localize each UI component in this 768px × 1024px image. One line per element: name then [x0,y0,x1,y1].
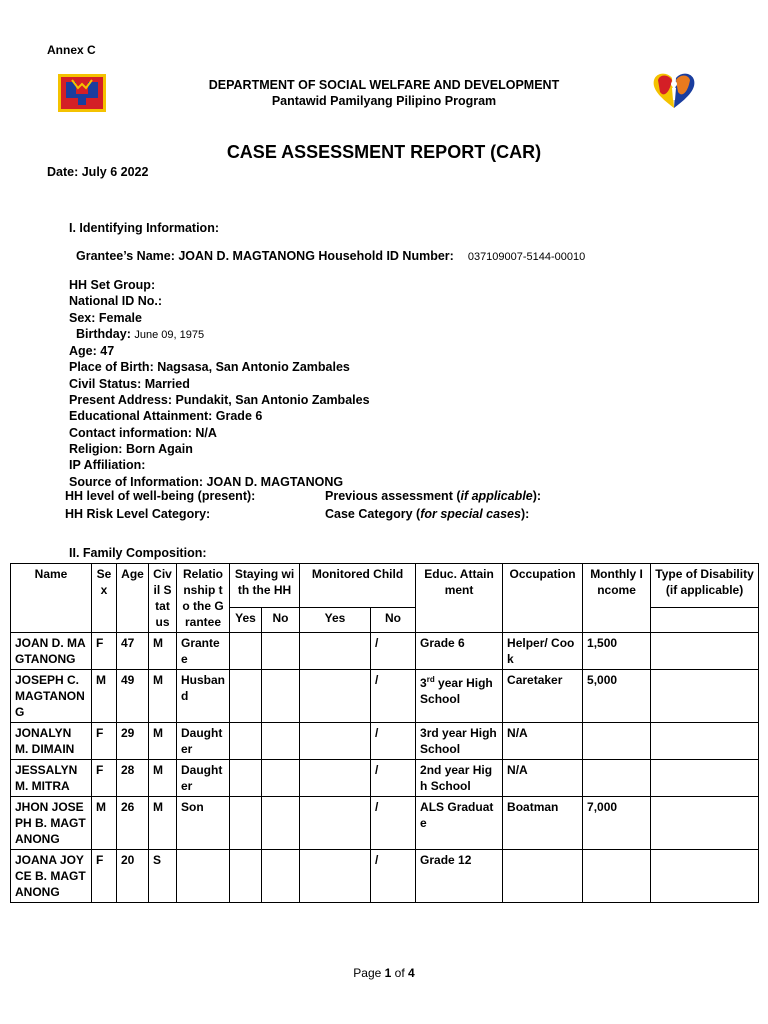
national-id: National ID No.: [69,294,163,309]
cell-stay-yes [230,670,262,723]
report-title: CASE ASSESSMENT REPORT (CAR) [226,142,542,162]
section2-heading: II. Family Composition: [69,546,207,560]
col-disability-blank [651,608,759,633]
cell-mon-yes [300,760,371,797]
department-name: DEPARTMENT OF SOCIAL WELFARE AND DEVELOPMENT [208,78,560,92]
cell-mon-no: / [371,797,416,850]
cell-name: JOAN D. MAGTANONG [11,633,92,670]
cell-income: 7,000 [583,797,651,850]
cell-mon-no: / [371,850,416,903]
cell-stay-yes [230,760,262,797]
cell-relationship: Son [177,797,230,850]
cell-income [583,723,651,760]
cell-relationship: Grantee [177,633,230,670]
cell-educ: 2nd year High School [416,760,503,797]
department-header [0,77,768,109]
cell-disability [651,760,759,797]
sex-field: Sex: Female [69,310,142,325]
cell-relationship: Daughter [177,760,230,797]
cell-age: 29 [117,723,149,760]
cell-educ: Grade 12 [416,850,503,903]
col-staying: Staying with the HH [230,564,300,608]
cell-mon-yes [300,670,371,723]
page-total: 4 [408,966,415,980]
col-relationship: Relationship to the Grantee [177,564,230,633]
cell-sex: F [92,850,117,903]
cell-civil: S [149,850,177,903]
col-educ: Educ. Attainment [416,564,503,633]
col-age: Age [117,564,149,633]
ip-affiliation-field: IP Affiliation: [69,458,146,473]
cell-mon-yes [300,797,371,850]
cell-name: JONALYN M. DIMAIN [11,723,92,760]
col-staying-no: No [262,608,300,633]
cell-stay-no [262,670,300,723]
cell-stay-yes [230,633,262,670]
page-label: Page [353,966,382,980]
cell-sex: F [92,760,117,797]
cell-income: 5,000 [583,670,651,723]
place-of-birth-field: Place of Birth: Nagsasa, San Antonio Zambales [69,360,350,375]
cell-mon-yes [300,633,371,670]
identifying-info [69,277,370,490]
cell-occupation: Caretaker [503,670,583,723]
annex-label: Annex C [47,43,96,57]
cell-relationship: Husband [177,670,230,723]
cell-occupation: Helper/ Cook [503,633,583,670]
grantee-line [76,249,585,263]
cell-civil: M [149,797,177,850]
cell-disability [651,723,759,760]
cell-income [583,760,651,797]
col-monitored-yes: Yes [300,608,371,633]
cell-educ: 3rd year High School [416,723,503,760]
cell-mon-no: / [371,670,416,723]
cell-mon-no: / [371,760,416,797]
cell-name: JHON JOSEPH B. MAGTANONG [11,797,92,850]
program-name: Pantawid Pamilyang Pilipino Program [271,94,497,108]
cell-income [583,850,651,903]
hh-level-label: HH level of well-being (present): [65,489,256,503]
cell-stay-yes [230,723,262,760]
cell-stay-no [262,850,300,903]
cell-age: 47 [117,633,149,670]
hh-risk-row [65,507,745,521]
cell-stay-yes [230,797,262,850]
cell-age: 26 [117,797,149,850]
family-composition-table [10,563,759,903]
cell-occupation [503,850,583,903]
birthday-field [69,326,370,343]
col-income: Monthly Income [583,564,651,633]
cell-civil: M [149,760,177,797]
cell-disability [651,633,759,670]
col-monitored-no: No [371,608,416,633]
table-row [11,760,759,797]
cell-mon-no: / [371,633,416,670]
table-row [11,723,759,760]
col-civil-status: Civil Status [149,564,177,633]
cell-age: 20 [117,850,149,903]
col-disability: Type of Disability (if applicable) [651,564,759,608]
cell-sex: F [92,633,117,670]
educational-attainment-field: Educational Attainment: Grade 6 [69,409,263,424]
cell-mon-yes [300,723,371,760]
cell-stay-no [262,797,300,850]
cell-educ: 3rd year High School [416,670,503,723]
cell-age: 28 [117,760,149,797]
cell-name: JOANA JOYCE B. MAGTANONG [11,850,92,903]
cell-income: 1,500 [583,633,651,670]
cell-civil: M [149,670,177,723]
cell-stay-no [262,633,300,670]
grantee-label: Grantee’s Name: JOAN D. MAGTANONG Household ID Number: [76,249,454,263]
page-footer [0,966,768,980]
page-current: 1 [384,966,392,980]
cell-disability [651,670,759,723]
case-category-label: Case Category (for special cases): [325,507,530,521]
household-id-value: 037109007-5144-00010 [467,251,586,263]
cell-occupation: Boatman [503,797,583,850]
table-row [11,633,759,670]
hh-set-group: HH Set Group: [69,278,156,292]
col-sex: Sex [92,564,117,633]
religion-field: Religion: Born Again [69,441,193,456]
cell-sex: M [92,670,117,723]
table-row [11,670,759,723]
hh-level-row [65,489,745,503]
cell-sex: F [92,723,117,760]
cell-age: 49 [117,670,149,723]
age-field: Age: 47 [69,344,115,359]
section1-heading: I. Identifying Information: [69,221,219,235]
cell-disability [651,797,759,850]
source-of-information-field: Source of Information: JOAN D. MAGTANONG [69,474,344,489]
cell-educ: Grade 6 [416,633,503,670]
col-name: Name [11,564,92,633]
cell-mon-yes [300,850,371,903]
cell-stay-no [262,723,300,760]
hh-risk-label: HH Risk Level Category: [65,507,211,521]
col-monitored: Monitored Child [300,564,416,608]
cell-relationship [177,850,230,903]
col-occupation: Occupation [503,564,583,633]
previous-assessment-label: Previous assessment (if applicable): [325,489,542,503]
table-row [11,850,759,903]
cell-name: JOSEPH C. MAGTANONG [11,670,92,723]
civil-status-field: Civil Status: Married [69,376,190,391]
cell-civil: M [149,723,177,760]
col-staying-yes: Yes [230,608,262,633]
cell-sex: M [92,797,117,850]
cell-mon-no: / [371,723,416,760]
birthday-value: June 09, 1975 [134,328,205,341]
cell-civil: M [149,633,177,670]
cell-relationship: Daughter [177,723,230,760]
report-date: Date: July 6 2022 [47,165,149,179]
table-header-row [11,564,759,608]
table-row [11,797,759,850]
cell-stay-no [262,760,300,797]
contact-info-field: Contact information: N/A [69,425,217,440]
cell-name: JESSALYN M. MITRA [11,760,92,797]
present-address-field: Present Address: Pundakit, San Antonio Zambales [69,393,370,408]
birthday-label: Birthday: [76,326,131,341]
cell-stay-yes [230,850,262,903]
of-label: of [394,966,405,980]
cell-occupation: N/A [503,760,583,797]
cell-disability [651,850,759,903]
cell-occupation: N/A [503,723,583,760]
cell-educ: ALS Graduate [416,797,503,850]
